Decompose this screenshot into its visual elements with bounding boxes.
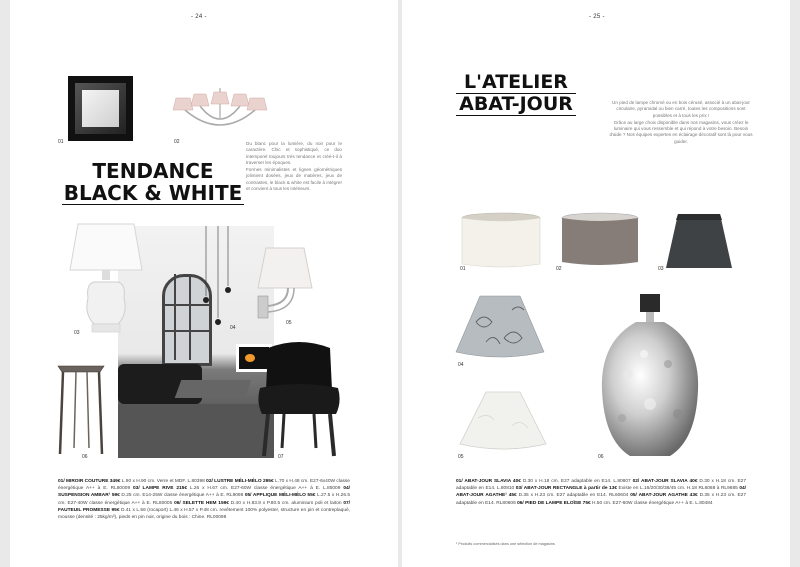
mirror-image bbox=[68, 76, 133, 141]
intro-text-right bbox=[608, 100, 754, 146]
lampshade-05-image bbox=[458, 388, 548, 454]
label-05: 05 bbox=[458, 454, 464, 460]
label-06: 06 bbox=[598, 454, 604, 460]
product-item: 02/ LUSTRE MÉLI-MÉLO 295€ L.70 x H.48 cm. E27-6x40W classe énergétique A++ à E. RL80009 bbox=[58, 479, 350, 492]
lampshade-04-image bbox=[454, 292, 546, 362]
wall-lamp-image bbox=[254, 244, 316, 326]
chandelier-image bbox=[170, 88, 270, 140]
right-page bbox=[402, 0, 790, 567]
footnote: ¹ Produits commercialisés dans une sélection de magasins bbox=[456, 542, 555, 546]
page-title-right bbox=[456, 72, 576, 116]
product-item: 05/ APPLIQUE MÉLI-MÉLO 55€ L.27.5 x H.26.5 cm. E27-40W classe énergétique A++ à E. RL80005 bbox=[58, 493, 350, 506]
lampshade-03-image bbox=[664, 212, 734, 270]
intro-paragraph-1: Du blanc pour la lumière, du noir pour le caractère. Chic et sophistiqué, ce duo intemporel toujours très tendance et créé-t-il à traverser les époques. bbox=[246, 141, 342, 165]
label-02: 02 bbox=[174, 139, 180, 145]
title-line-2: BLACK & WHITE bbox=[63, 181, 243, 205]
table-lamp-image bbox=[66, 222, 146, 337]
product-item: 02/ ABAT-JOUR SLAVIA 40€ D.30 x H.18 cm. E27 adaptable en E14. L.80810 bbox=[456, 479, 746, 492]
page-number-left: - 24 - bbox=[191, 14, 207, 20]
lamp-base-06-image bbox=[598, 294, 702, 460]
label-06: 06 bbox=[82, 454, 88, 460]
intro-paragraph-2: Formes minimalistes et lignes géométriques jolimient dosées, jeux de matières, jeux de contrastes, le black & white est facile à intégrer et convient à tous les intérieurs. bbox=[246, 167, 342, 192]
product-item: 01/ MIROIR COUTURE 349€ L.90 x H.90 cm. Verre et MDF. L.80398 bbox=[58, 479, 205, 484]
product-item: 06/ PIED DE LAMPE ELOÏSE 75€ H.50 cm. E27-60W classe énergétique A++ à E. L.80484 bbox=[517, 500, 713, 506]
left-page bbox=[10, 0, 398, 567]
page-number-right: - 25 - bbox=[589, 14, 605, 20]
pendant-lights-image bbox=[196, 226, 236, 336]
title-line-1: L'ATELIER bbox=[456, 72, 576, 94]
product-item: 03/ ABAT-JOUR RECTANGLE à partir de 13€ Existe en L.16/20/30/38/45 cm. H.18 RL6068 à RL9685 bbox=[515, 486, 738, 492]
product-item: 03/ LAMPE RIVE 215€ L.26 x H.67 cm. E27-60W classe énergétique A++ à E. L.85009 bbox=[133, 486, 341, 492]
product-list-left bbox=[58, 478, 350, 521]
lampshade-01-image bbox=[460, 212, 542, 270]
label-07: 07 bbox=[278, 454, 284, 460]
label-01: 01 bbox=[460, 266, 466, 272]
label-01: 01 bbox=[58, 139, 64, 145]
label-03: 03 bbox=[74, 330, 80, 336]
product-item: 04/ SUSPENSION AMBAR¹ 59€ D.25 cm. E14-25W classe énergétique A++ à E. RL9098 bbox=[58, 486, 350, 499]
label-04: 04 bbox=[230, 325, 236, 331]
product-item: 07/ FAUTEUIL PROMESSE 95€ D.41 x L.56 (rocaport) L.46 x H.57 x P.48 cm. revêtement 100% polyester, structure en pin et contreplaqué, mousse (densité : 25kg/m³), pieds en pin noir, origine du bois : Chine. RL00098 bbox=[58, 500, 350, 521]
intro-paragraph-2: Grâce au large choix disponible dans nos magasins, vous créez le luminaire qui vous ressemble et qui répond à votre besoin. Besoin d'aide ? Nos équipes expertes en éclairage décoratif sont là pour vous guider. bbox=[609, 119, 753, 144]
intro-text-left bbox=[246, 141, 342, 193]
title-line-1: TENDANCE bbox=[92, 159, 214, 183]
intro-paragraph-1: Un pied de lampe chromé ou en bois cérusé, associé à un abat-jour circulaire, pyramidal ou bien carré, toutes les compositions sont possibles et à tous les prix ! bbox=[612, 100, 750, 118]
label-04: 04 bbox=[458, 362, 464, 368]
product-item: 04/ ABAT-JOUR AGATHE¹ 45€ D.35 x H.23 cm. E27 adaptable en E14. RL60604 bbox=[456, 486, 746, 499]
product-item: 06/ SELETTE HEM 159€ D.40 x H.83.8 x P.80.5 cm. aluminium poli et laiton bbox=[174, 500, 342, 506]
product-item: 01/ ABAT-JOUR SLAVIA 40€ D.30 x H.18 cm. E27 adaptable en E14. L.80807 bbox=[456, 479, 631, 484]
product-list-right bbox=[456, 478, 746, 507]
label-03: 03 bbox=[658, 266, 664, 272]
lampshade-02-image bbox=[560, 212, 640, 268]
page-title-left bbox=[62, 160, 244, 205]
label-02: 02 bbox=[556, 266, 562, 272]
title-line-2: ABAT-JOUR bbox=[456, 94, 576, 116]
armchair-image bbox=[254, 340, 344, 460]
product-item: 05/ ABAT-JOUR AGATHE 43€ D.35 x H.23 cm. E27 adaptable en E14. RL80606 bbox=[456, 493, 747, 506]
side-table-image bbox=[56, 362, 106, 457]
label-05: 05 bbox=[286, 320, 292, 326]
